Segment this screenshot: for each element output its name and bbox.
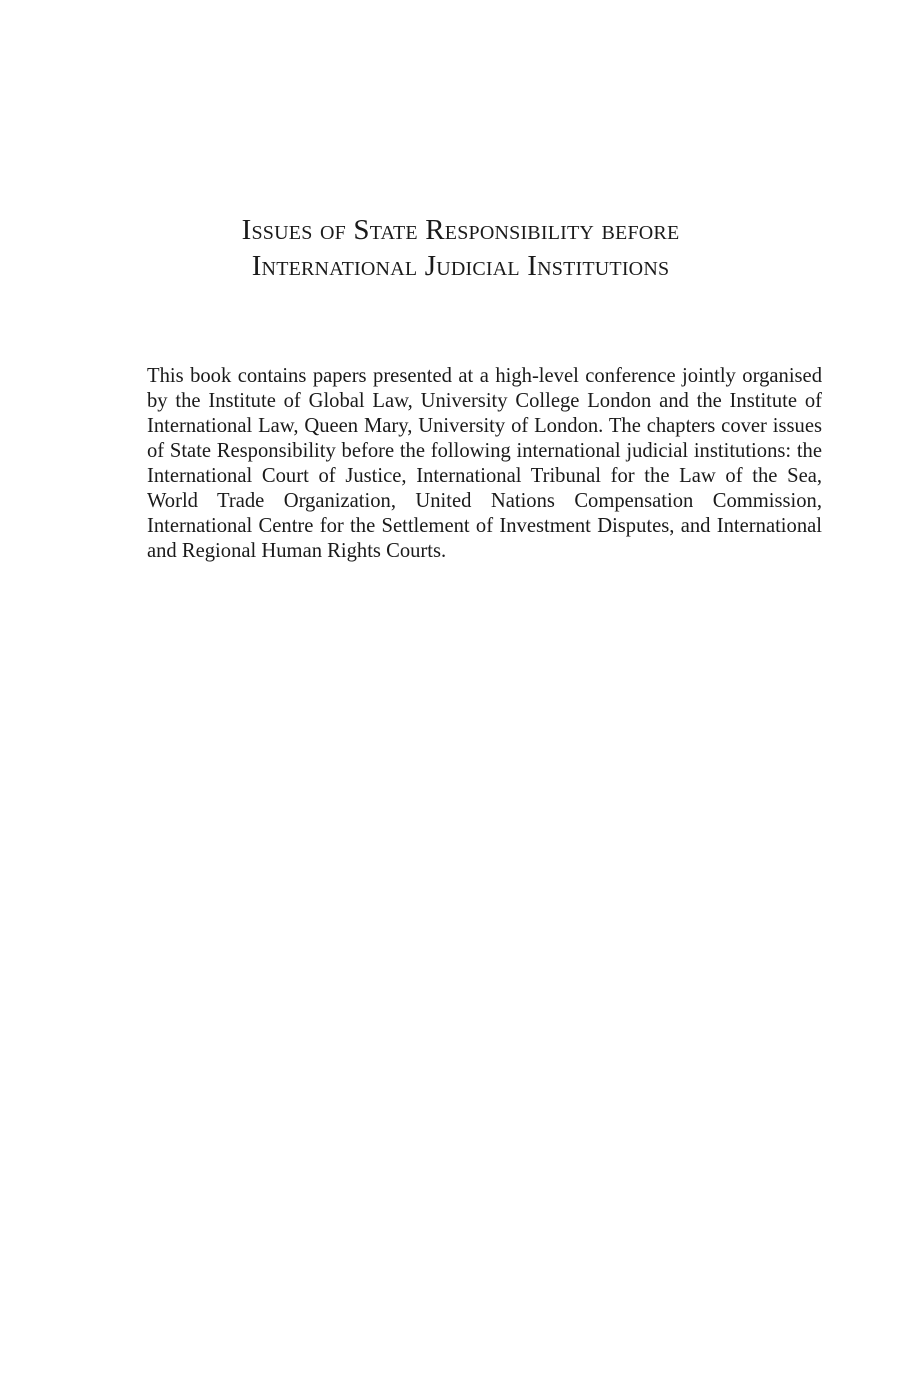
- book-description: This book contains papers presented at a high-level conference jointly organised by the Institute of Global Law, University College London and the Institute of International Law, Queen Mary, University of London. The chapters cover issues of State Responsibility before the following international judicial institutions: the International Court of Justice, International Tribunal for the Law of the Sea, World Trade Organization, United Nations Compensation Commission, International Centre for the Settlement of Investment Disputes, and International and Regional Human Rights Courts.: [147, 364, 822, 562]
- book-title-line-2: International Judicial Institutions: [251, 250, 670, 282]
- book-title: [0, 212, 921, 284]
- book-title-line-1: Issues of State Responsibility before: [241, 214, 680, 246]
